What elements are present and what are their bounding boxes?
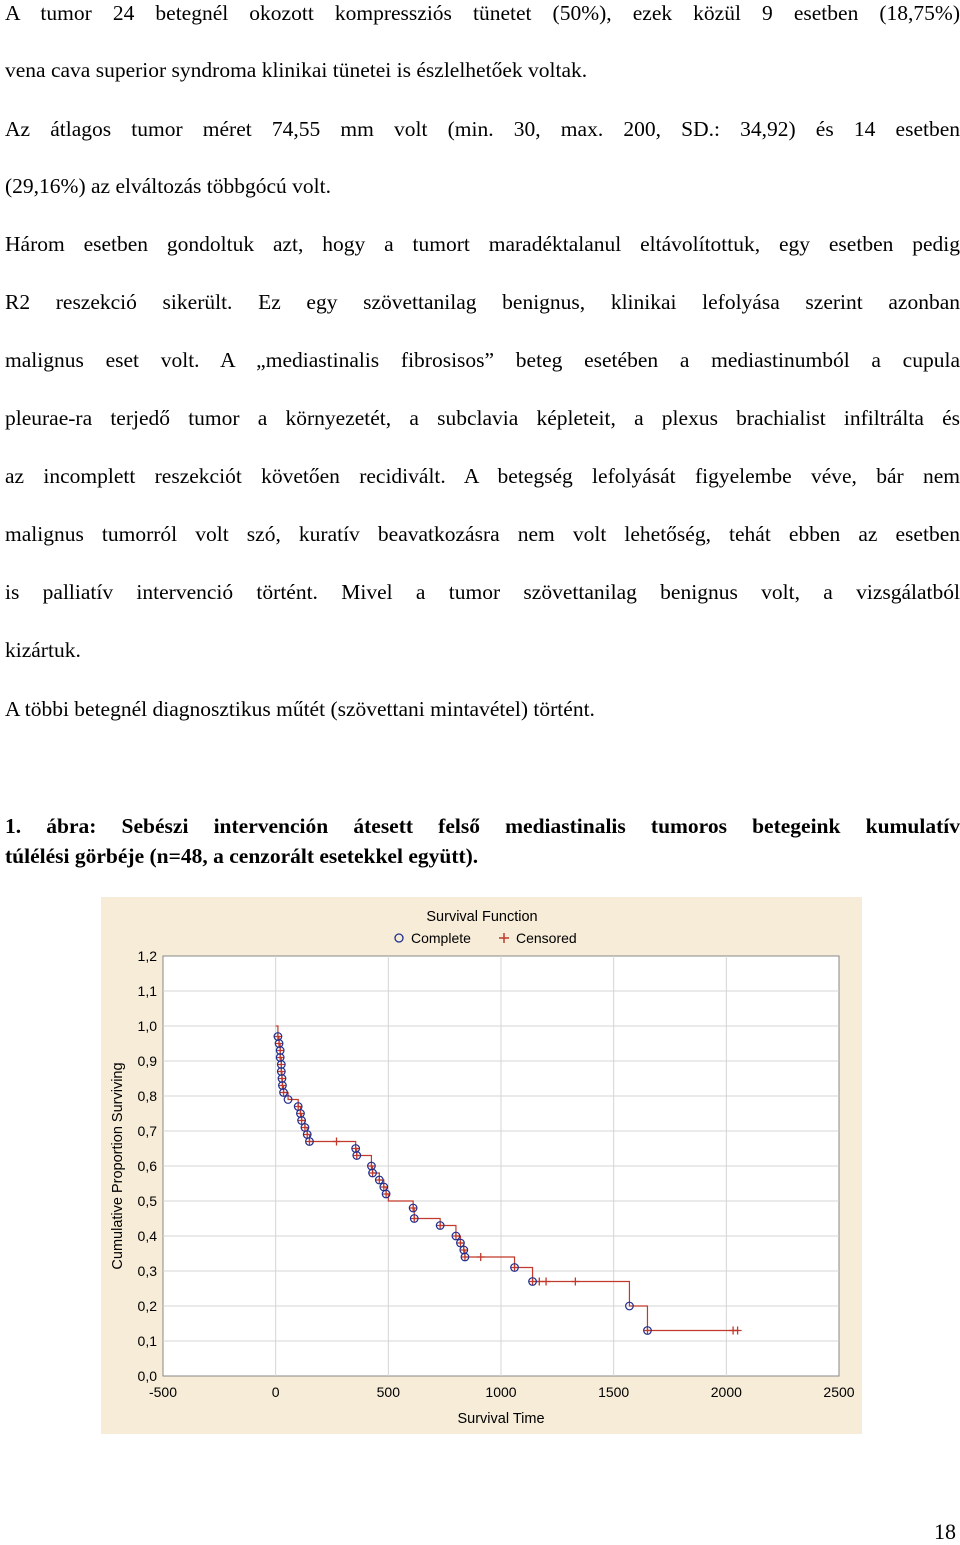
body-line: (29,16%) az elváltozás többgócú volt. [5,174,331,198]
body-line: A tumor 24 betegnél okozott kompressziós tünetet (50%), ezek közül 9 esetben (18,75%) [5,1,960,25]
y-tick-label: 0,2 [137,1298,157,1314]
y-tick-label: 1,1 [137,983,157,999]
figure-caption-line: túlélési görbéje (n=48, a cenzorált esetekkel együtt). [5,844,479,868]
x-tick-label: 0 [271,1384,280,1400]
x-tick-label: 1500 [598,1384,630,1400]
legend-complete-marker [395,934,403,942]
y-tick-label: 0,6 [137,1158,157,1174]
body-line: malignus eset volt. A „mediastinalis fibrosisos” beteg esetében a mediastinumból a cupula [5,348,960,372]
y-tick-label: 0,1 [137,1333,157,1349]
y-tick-label: 0,8 [137,1088,157,1104]
body-line: A többi betegnél diagnosztikus műtét (szövettani mintavétel) történt. [5,697,595,721]
chart-title: Survival Function [426,909,538,925]
y-tick-label: 0,0 [137,1368,157,1384]
x-axis-label: Survival Time [457,1411,545,1427]
body-line: pleurae-ra terjedő tumor a környezetét, a subclavia képleteit, a plexus brachialist infiltrálta és [5,406,960,430]
body-line: kizártuk. [5,638,81,662]
x-tick-label: 500 [376,1384,401,1400]
x-tick-label: -500 [148,1384,178,1400]
page-number: 18 [934,1519,956,1544]
body-line: R2 reszekció sikerült. Ez egy szövettanilag benignus, klinikai lefolyása szerint azonban [5,290,960,314]
body-line: vena cava superior syndroma klinikai tünetei is észlelhetőek voltak. [5,58,588,82]
body-line: malignus tumorról volt szó, kuratív beavatkozásra nem volt lehetőség, tehát ebben az esetben [5,522,960,546]
survival-chart-figure [101,897,862,1434]
x-tick-label: 1000 [485,1384,517,1400]
figure-caption-line: 1. ábra: Sebészi intervención átesett felső mediastinalis tumoros betegeink kumulatív [5,814,960,838]
legend-censored-marker [499,933,509,943]
y-tick-label: 0,4 [137,1228,157,1244]
y-tick-label: 1,0 [137,1018,157,1034]
body-line: is palliatív intervenció történt. Mivel a tumor szövettanilag benignus volt, a vizsgálatból [5,580,960,604]
body-line: Az átlagos tumor méret 74,55 mm volt (min. 30, max. 200, SD.: 34,92) és 14 esetben [5,117,960,141]
body-line: az incomplett reszekciót követően recidivált. A betegség lefolyását figyelembe véve, bár nem [5,464,960,488]
survival-chart [101,897,862,1434]
body-line: Három esetben gondoltuk azt, hogy a tumort maradéktalanul eltávolítottuk, egy esetben pedig [5,232,960,256]
legend-complete-label: Complete [411,930,471,946]
y-tick-label: 0,7 [137,1123,157,1139]
y-tick-label: 0,5 [137,1193,157,1209]
x-tick-label: 2500 [823,1384,855,1400]
legend-censored-label: Censored [516,930,577,946]
x-tick-label: 2000 [710,1384,742,1400]
y-tick-label: 1,2 [137,948,157,964]
y-tick-label: 0,3 [137,1263,157,1279]
y-axis-label: Cumulative Proportion Surviving [110,1062,126,1270]
y-tick-label: 0,9 [137,1053,157,1069]
